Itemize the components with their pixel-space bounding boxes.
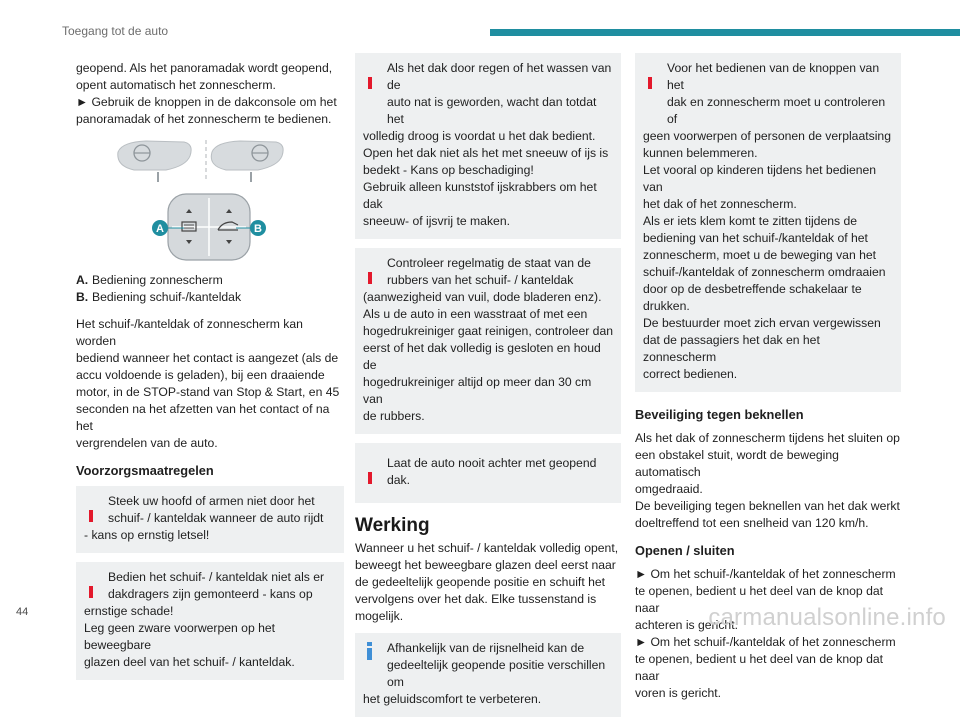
page-header-title: Toegang tot de auto (62, 24, 169, 38)
column-2 (355, 53, 621, 726)
watermark-text: carmanualsonline.info (708, 604, 946, 631)
warning-exclamation-icon (368, 472, 372, 484)
precautions-heading: Voorzorgsmaatregelen (76, 463, 214, 478)
page-number: 44 (16, 606, 29, 618)
warning-note: Voor het bedienen van de knoppen van het dak en zonnescherm moet u controleren of geen voorwerpen of personen de verplaatsing kunnen belemmeren. Let vooral op kinderen tijdens het bedienen van het dak of het zonnescherm. Als er iets klem komt te zitten tijdens de bediening van het schuif-/kanteldak of het zonnescherm, moet u de beweging van het schuif-/kanteldak of zonnescherm omdraaien door op de desbetreffende schakelaar te drukken. De bestuurder moet zich ervan vergewissen dat de passagiers het dak en het zonnescherm correct bedienen. (635, 53, 901, 392)
anti-pinch-heading: Beveiliging tegen beknellen (635, 407, 804, 422)
operating-conditions-paragraph: Het schuif-/kanteldak of zonnescherm kan worden bediend wanneer het contact is aangezet (als de accu voldoende is geladen), bij een draaiende motor, in de STOP-stand van Stop & Start, en 45 seconden na het afzetten van het contact of na het vergrendelen van de auto. (76, 317, 340, 450)
legend-item: A. Bediening zonnescherm (76, 273, 223, 287)
open-close-heading: Openen / sluiten (635, 543, 735, 558)
warning-exclamation-icon (368, 272, 372, 284)
warning-note: Laat de auto nooit achter met geopend dak. (355, 443, 621, 503)
header-accent-bar (490, 29, 960, 36)
callout-b: B (254, 223, 262, 235)
column-1 (76, 60, 344, 689)
roof-console-illustration (76, 136, 344, 262)
intro-paragraph: geopend. Als het panoramadak wordt geopend, opent automatisch het zonnescherm. ► Gebruik de knoppen in de dakconsole om het panoramadak of het zonnescherm te bedienen. (76, 61, 337, 126)
legend-item: B. Bediening schuif-/kanteldak (76, 290, 242, 304)
open-close-paragraph: ► Om het schuif-/kanteldak of het zonnescherm te openen, bedient u het deel van de knop dat naar achteren is gericht. ► Om het schuif-/kanteldak of het zonnescherm te openen, bedient u het deel van de knop dat naar voren is gericht. (635, 567, 896, 700)
warning-note: Controleer regelmatig de staat van de rubbers van het schuif- / kanteldak (aanwezigheid van vuil, dode bladeren enz). Als u de auto in een wasstraat of met een hogedrukreiniger gaat reinigen, controleer dan eerst of het dak volledig is gesloten en houd de hogedrukreiniger altijd op meer dan 30 cm van de rubbers. (355, 248, 621, 434)
info-note: Afhankelijk van de rijsnelheid kan de gedeeltelijk geopende positie verschillen om het geluidscomfort te verbeteren. (355, 633, 621, 717)
warning-exclamation-icon (89, 586, 93, 598)
anti-pinch-paragraph: Als het dak of zonnescherm tijdens het sluiten op een obstakel stuit, wordt de beweging automatisch omgedraaid. De beveiliging tegen beknellen van het dak werkt doeltreffend tot een snelheid van 120 km/h. (635, 431, 900, 530)
roof-console-diagram (76, 136, 344, 262)
info-icon (367, 642, 372, 660)
warning-note: Steek uw hoofd of armen niet door het schuif- / kanteldak wanneer de auto rijdt - kans op ernstig letsel! (76, 486, 344, 553)
warning-exclamation-icon (89, 510, 93, 522)
warning-exclamation-icon (648, 77, 652, 89)
legend (76, 272, 344, 306)
warning-exclamation-icon (368, 77, 372, 89)
callout-a: A (156, 223, 164, 235)
operation-paragraph: Wanneer u het schuif- / kanteldak volledig opent, beweegt het beweegbare glazen deel eerst naar de gedeeltelijk geopende positie en schuift het vervolgens over het dak. Elke tussenstand is mogelijk. (355, 541, 619, 623)
warning-note: Bedien het schuif- / kanteldak niet als er dakdragers zijn gemonteerd - kans op ernstige schade! Leg geen zware voorwerpen op het beweegbare glazen deel van het schuif- / kanteldak. (76, 562, 344, 680)
operation-heading: Werking (355, 515, 430, 536)
warning-note: Als het dak door regen of het wassen van de auto nat is geworden, wacht dan totdat het volledig droog is voordat u het dak bedient. Open het dak niet als het met sneeuw of ijs is bedekt - Kans op beschadiging! Gebruik alleen kunststof ijskrabbers om het dak sneeuw- of ijsvrij te maken. (355, 53, 621, 239)
